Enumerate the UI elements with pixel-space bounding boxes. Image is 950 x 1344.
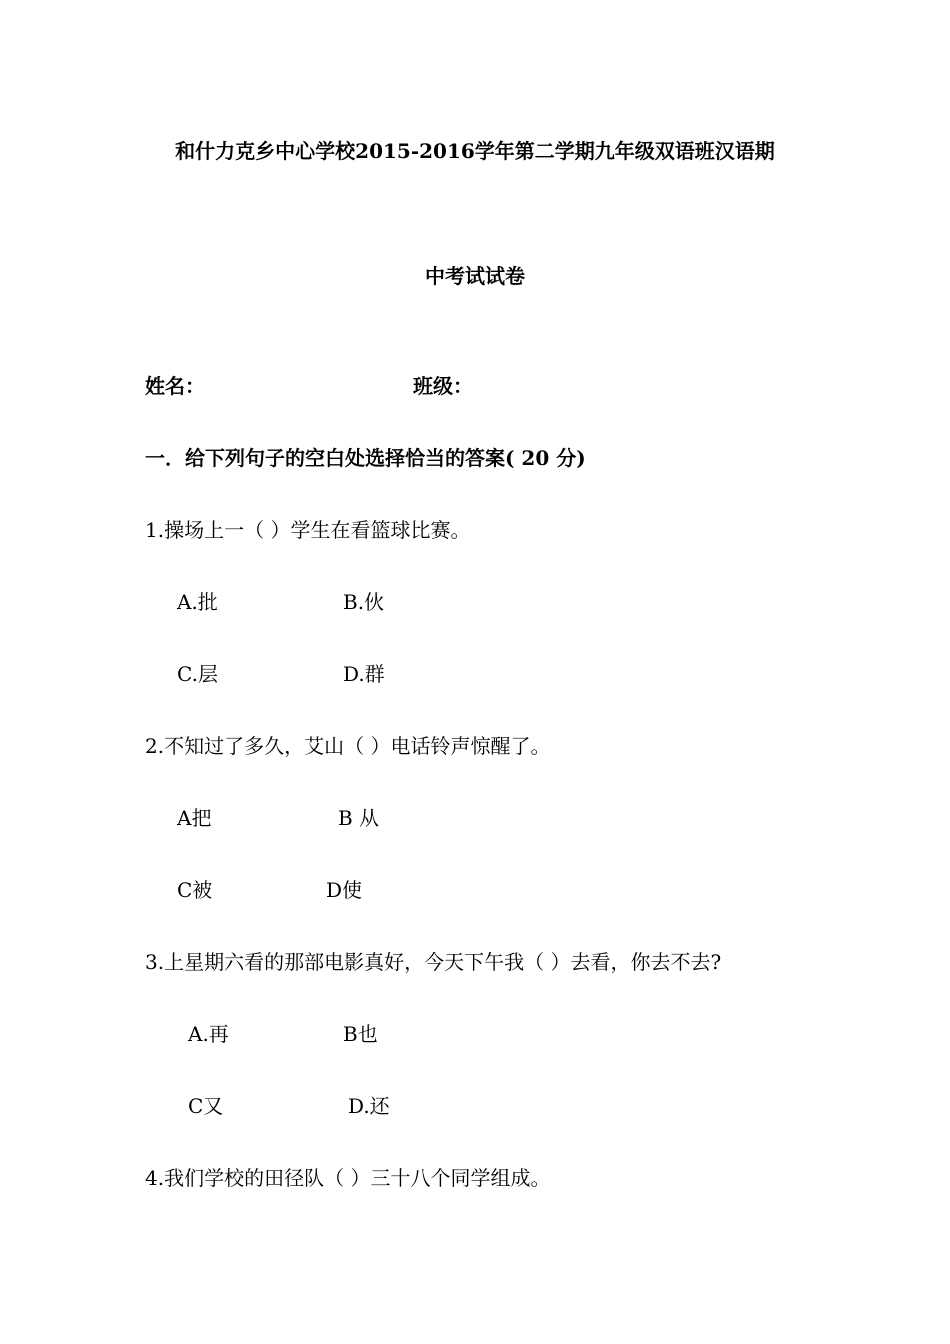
question-option: D使 — [326, 878, 363, 902]
section-heading: 一．给下列句子的空白处选择恰当的答案( 20 分) — [145, 446, 586, 470]
name-label: 姓名： — [145, 374, 205, 398]
exam-title-line-1: 和什力克乡中心学校2015-2016学年第二学期九年级双语班汉语期 — [175, 139, 775, 163]
question-option: C被 — [177, 878, 213, 902]
question-option: A.批 — [177, 590, 218, 614]
exam-title-line-2: 中考试试卷 — [425, 264, 525, 288]
question-option: C又 — [188, 1094, 224, 1118]
question-option: A把 — [177, 806, 212, 830]
question-option: C.层 — [177, 662, 218, 686]
question-stem: 2.不知过了多久，艾山（ ）电话铃声惊醒了。 — [145, 734, 551, 758]
class-label: 班级： — [413, 374, 473, 398]
question-stem: 4.我们学校的田径队（ ）三十八个同学组成。 — [145, 1166, 551, 1190]
question-option: D.群 — [343, 662, 385, 686]
question-stem: 1.操场上一（ ）学生在看篮球比赛。 — [145, 518, 471, 542]
question-option: B 从 — [338, 806, 380, 830]
question-option: D.还 — [348, 1094, 390, 1118]
question-option: A.再 — [188, 1022, 229, 1046]
question-option: B也 — [343, 1022, 378, 1046]
question-stem: 3.上星期六看的那部电影真好，今天下午我（ ）去看，你去不去? — [145, 950, 722, 974]
question-option: B.伙 — [343, 590, 385, 614]
